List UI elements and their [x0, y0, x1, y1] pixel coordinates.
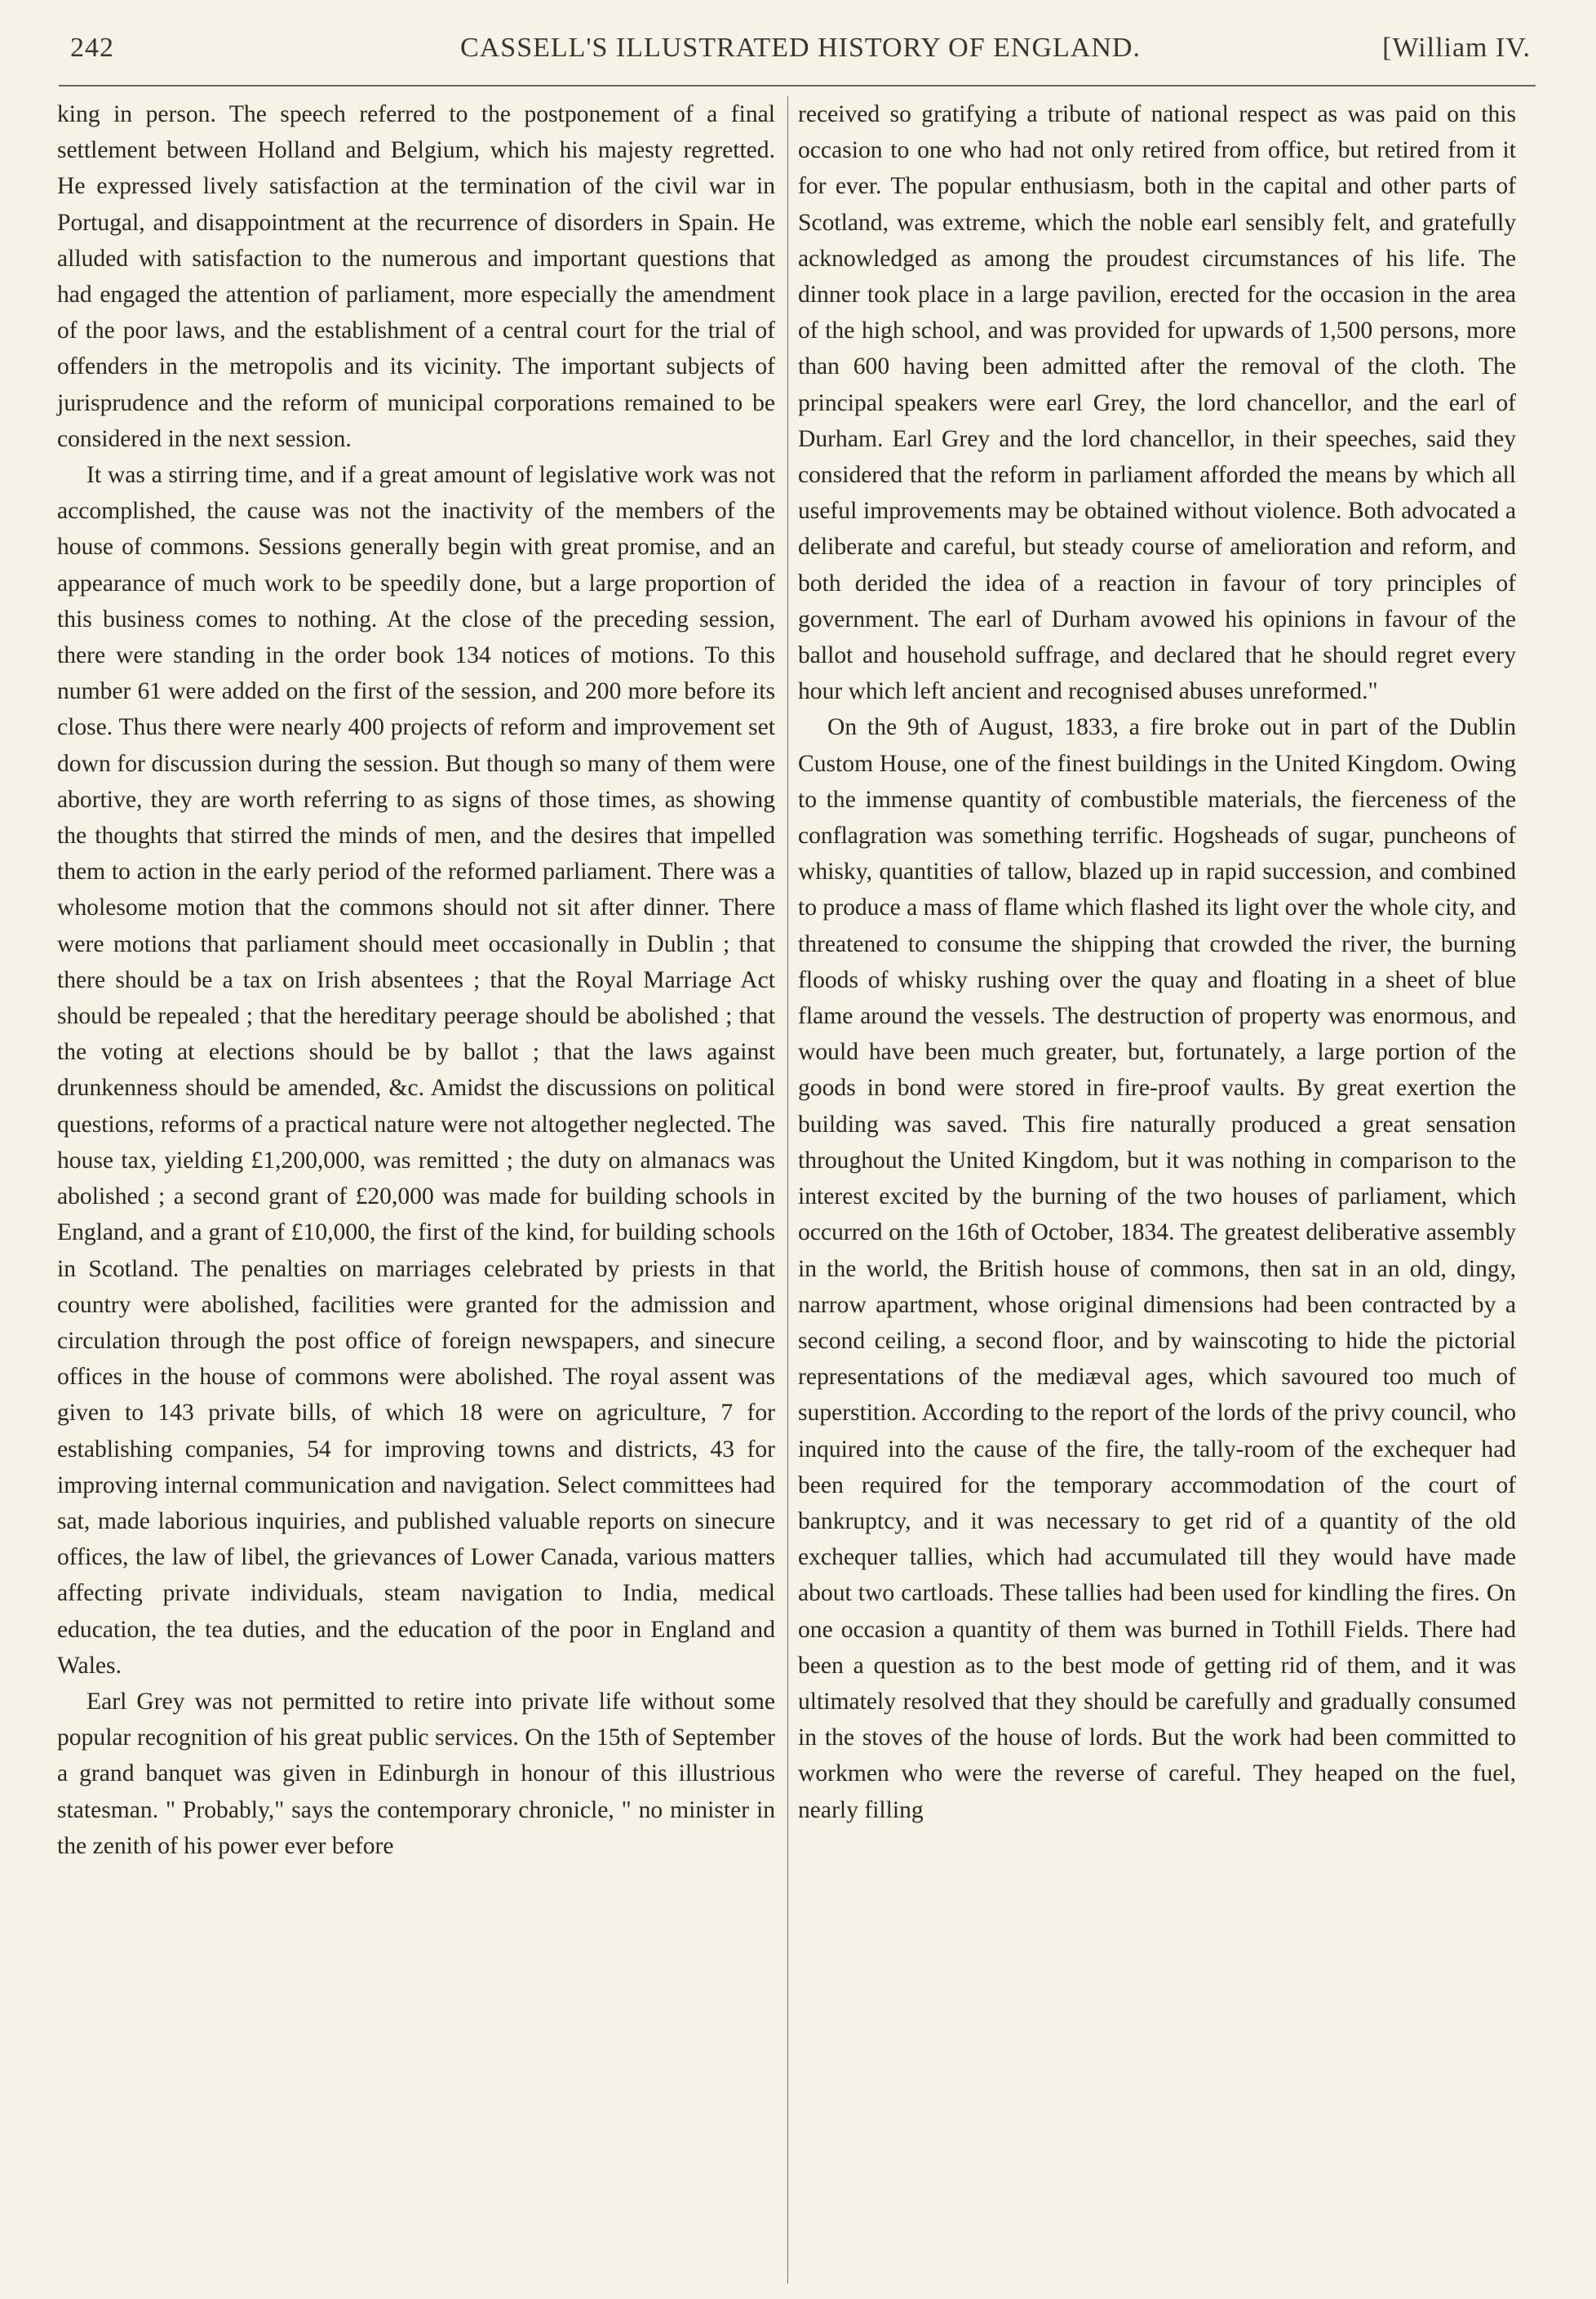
left-column — [57, 96, 775, 1864]
paragraph: Earl Grey was not permitted to retire into private life without some popular recognition of his great public services. On the 15th of September a grand banquet was given in Edinburgh in honour of this illustrious statesman. " Probably," says the contemporary chronicle, " no minister in the zenith of his power ever before — [57, 1688, 775, 1859]
right-column — [798, 96, 1516, 1828]
reign-label: [William IV. — [1382, 33, 1531, 63]
header-rule — [59, 85, 1536, 87]
book-title: CASSELL'S ILLUSTRATED HISTORY OF ENGLAND. — [460, 33, 1141, 63]
paragraph: received so gratifying a tribute of national respect as was paid on this occasion to one who had not only retired from office, but retired from it for ever. The popular enthusiasm, both in the capital and other parts of Scotland, was extreme, which the noble earl sensibly felt, and gratefully acknowledged as among the proudest circumstances of his life. The dinner took place in a large pavilion, erected for the occasion in the area of the high school, and was provided for upwards of 1,500 persons, more than 600 having been admitted after the removal of the cloth. The principal speakers were earl Grey, the lord chancellor, and the earl of Durham. Earl Grey and the lord chancellor, in their speeches, said they considered that the reform in parliament afforded the means by which all useful improvements may be obtained without violence. Both advocated a deliberate and careful, but steady course of amelioration and reform, and both derided the idea of a reaction in favour of tory principles of government. The earl of Durham avowed his opinions in favour of the ballot and household suffrage, and declared that he should regret every hour which left ancient and recognised abuses unreformed." — [798, 101, 1516, 705]
running-header — [70, 33, 1531, 78]
page-number: 242 — [70, 33, 114, 63]
paragraph: It was a stirring time, and if a great amount of legislative work was not accomplished, the cause was not the inactivity of the members of the house of commons. Sessions generally begin with great promise, and an appearance of much work to be speedily done, but a large proportion of this business comes to nothing. At the close of the preceding session, there were standing in the order book 134 notices of motions. To this number 61 were added on the first of the session, and 200 more before its close. Thus there were nearly 400 projects of reform and improvement set down for discussion during the session. But though so many of them were abortive, they are worth referring to as signs of those times, as showing the thoughts that stirred the minds of men, and the desires that impelled them to action in the early period of the reformed parliament. There was a wholesome motion that the commons should not sit after dinner. There were motions that parliament should meet occasionally in Dublin ; that there should be a tax on Irish absentees ; that the Royal Marriage Act should be repealed ; that the hereditary peerage should be abolished ; that the voting at elections should be by ballot ; that the laws against drunkenness should be amended, &c. Amidst the discussions on political questions, reforms of a practical nature were not altogether neglected. The house tax, yielding £1,200,000, was remitted ; the duty on almanacs was abolished ; a second grant of £20,000 was made for building schools in England, and a grant of £10,000, the first of the kind, for building schools in Scotland. The penalties on marriages celebrated by priests in that country were abolished, facilities were granted for the admission and circulation through the post office of foreign newspapers, and sinecure offices in the house of commons were abolished. The royal assent was given to 143 private bills, of which 18 were on agriculture, 7 for establishing companies, 54 for improving towns and districts, 43 for improving internal communication and navigation. Select committees had sat, made laborious inquiries, and published valuable reports on sinecure offices, the law of libel, the grievances of Lower Canada, various matters affecting private individuals, steam navigation to India, medical education, the tea duties, and the education of the poor in England and Wales. — [57, 462, 775, 1679]
paragraph: king in person. The speech referred to the postponement of a final settlement between Holland and Belgium, which his majesty regretted. He expressed lively satisfaction at the termination of the civil war in Portugal, and disappointment at the recurrence of disorders in Spain. He alluded with satisfaction to the numerous and important questions that had engaged the attention of parliament, more especially the amendment of the poor laws, and the establishment of a central court for the trial of offenders in the metropolis and its vicinity. The important subjects of jurisprudence and the reform of municipal corporations remained to be considered in the next session. — [57, 101, 775, 452]
column-divider — [787, 96, 788, 2283]
paragraph: On the 9th of August, 1833, a fire broke out in part of the Dublin Custom House, one of the finest buildings in the United Kingdom. Owing to the immense quantity of combustible materials, the fierceness of the conflagration was something terrific. Hogsheads of sugar, puncheons of whisky, quantities of tallow, blazed up in rapid succession, and combined to produce a mass of flame which flashed its light over the whole city, and threatened to consume the shipping that crowded the river, the burning floods of whisky rushing over the quay and floating in a sheet of blue flame around the vessels. The destruction of property was enormous, and would have been much greater, but, fortunately, a large portion of the goods in bond were stored in fire-proof vaults. By great exertion the building was saved. This fire naturally produced a great sensation throughout the United Kingdom, but it was nothing in comparison to the interest excited by the burning of the two houses of parliament, which occurred on the 16th of October, 1834. The greatest deliberative assembly in the world, the British house of commons, then sat in an old, dingy, narrow apartment, whose original dimensions had been contracted by a second ceiling, a second floor, and by wainscoting to hide the pictorial representations of the mediæval ages, which savoured too much of superstition. According to the report of the lords of the privy council, who inquired into the cause of the fire, the tally-room of the exchequer had been required for the temporary accommodation of the court of bankruptcy, and it was necessary to get rid of a quantity of the old exchequer tallies, which had accumulated till they would have made about two cartloads. These tallies had been used for kindling the fires. On one occasion a quantity of them was burned in Tothill Fields. There had been a question as to the best mode of getting rid of them, and it was ultimately resolved that they should be carefully and gradually consumed in the stoves of the house of lords. But the work had been committed to workmen who were the reverse of careful. They heaped on the fuel, nearly filling — [798, 714, 1516, 1823]
